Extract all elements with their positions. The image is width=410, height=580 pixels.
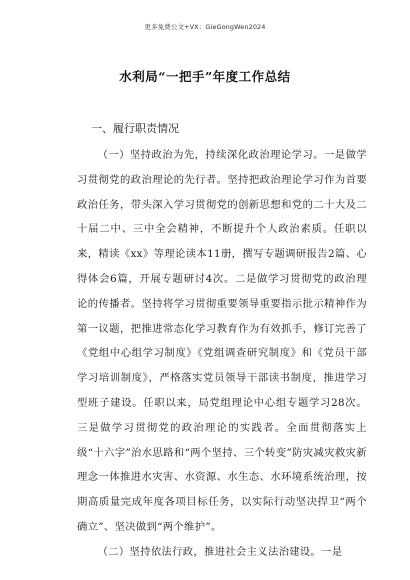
body-text <box>77 143 367 565</box>
header-note: 更多免费公文+VX：GieGongWen2024 <box>144 23 266 31</box>
paragraph-2: （二）坚持依法行政，推进社会主义法治建设。一是 <box>97 545 343 558</box>
paragraph-1: （一）坚持政治为先，持续深化政治理论学习。一是做学习贯彻党的政治理论的先行者。坚持把政治理论学习作为首要政治任务，带头深入学习贯彻党的创新思想和党的二十大及二十届二中、三中全会精神，不断提升个人政治素质。任职以来，精读《xx》等理论读本11册，撰写专题调研报告2篇、心得体会6篇，开展专题研讨4次。二是做学习贯彻党的政治理论的传播者。坚持将学习贯彻重要领导重要指示批示精神作为第一议题，把推进常态化学习教育作为有效抓手，修订完善了《党组中心组学习制度》《党组调查研究制度》和《党员干部学习培训制度》，严格落实党员领导干部读书制度，推进学习型班子建设。任职以来，局党组理论中心组专题学习28次。三是做学习贯彻党的政治理论的实践者。全面贯彻落实上级“十六字”治水思路和“两个坚持、三个转变”防灾减灾救灾新理念一体推进水灾害、水资源、水生态、水环境系统治理，按期高质量完成年度各项目标任务，以实际行动坚决捍卫“两个确立”、坚决做到“两个维护”。 <box>77 149 367 533</box>
section-heading: 一、履行职责情况 <box>91 122 179 135</box>
document-title: 水利局“一把手”年度工作总结 <box>119 69 291 84</box>
